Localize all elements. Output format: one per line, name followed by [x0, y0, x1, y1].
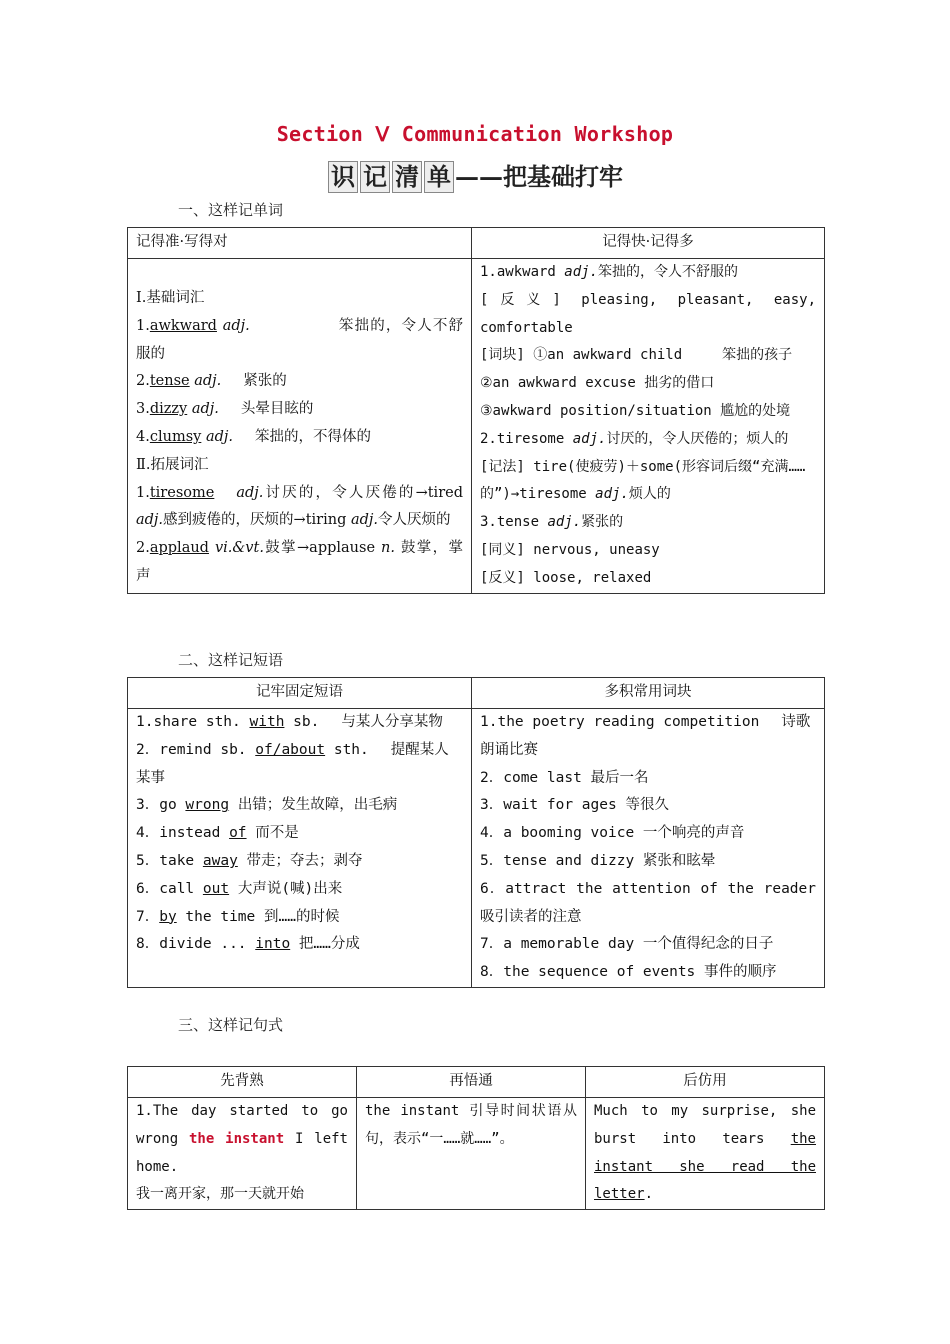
- basic-vocab-item: 4.clumsy adj. 笨拙的，不得体的: [136, 428, 371, 445]
- phrase-item: 4．instead of 而不是: [136, 825, 299, 842]
- phrase-left-cell: [128, 709, 472, 988]
- vocab-col1-header: 记得准·写得对: [128, 228, 472, 259]
- vocab-note-line: ③awkward position/situation 尴尬的处境: [480, 402, 791, 419]
- subtitle-boxed-char: 清: [392, 161, 422, 193]
- section1-heading: 一、这样记单词: [178, 201, 284, 219]
- vocab-table: [127, 227, 825, 594]
- chunk-item: 4．a booming voice 一个响亮的声音: [480, 825, 745, 842]
- sentence-explain-cell: the instant 引导时间状语从句，表示“一……就……”。: [357, 1098, 586, 1210]
- section2-heading: 二、这样记短语: [178, 651, 284, 669]
- phrase-item: 8．divide ... into 把……分成: [136, 936, 360, 953]
- basic-vocab-title: Ⅰ.基础词汇: [136, 290, 205, 306]
- vocab-note-line: [反义] loose, relaxed: [480, 569, 652, 586]
- chunk-item: 8．the sequence of events 事件的顺序: [480, 964, 777, 981]
- phrase-col2-header: 多积常用词块: [472, 678, 825, 709]
- phrase-right-cell: [472, 709, 825, 988]
- sentence-col2-header: 再悟通: [357, 1067, 586, 1098]
- subtitle-boxed-char: 识: [328, 161, 358, 193]
- vocab-note-line: [词块] ①an awkward child 笨拙的孩子: [480, 347, 793, 364]
- sentence-table: [127, 1066, 825, 1210]
- vocab-note-line: 1.awkward adj.笨拙的，令人不舒服的: [480, 264, 739, 280]
- basic-vocab-item: 3.dizzy adj. 头晕目眩的: [136, 401, 314, 418]
- phrase-table: [127, 677, 825, 988]
- vocab-col2-header: 记得快·记得多: [472, 228, 825, 259]
- phrase-item: 7．by the time 到……的时候: [136, 908, 340, 925]
- section3-heading: 三、这样记句式: [178, 1016, 284, 1034]
- basic-vocab-item: 1.awkward adj. 笨拙的，令人不舒服的: [136, 317, 464, 362]
- sentence-practice-cell: Much to my surprise, she burst into tears the instant she read the letter.: [586, 1098, 825, 1210]
- vocab-note-line: ②an awkward excuse 拙劣的借口: [480, 375, 715, 392]
- subtitle-boxed-char: 记: [360, 161, 390, 193]
- chunk-item: 2．come last 最后一名: [480, 769, 649, 786]
- page-title: Section Ⅴ Communication Workshop: [276, 122, 674, 146]
- phrase-col1-header: 记牢固定短语: [128, 678, 472, 709]
- sentence-example-cell: 1.The day started to go wrong the instant I left home. 我一离开家，那一天就开始: [128, 1098, 357, 1210]
- vocab-note-line: [反义] pleasing, pleasant, easy, comfortable: [480, 291, 817, 336]
- sentence-col1-header: 先背熟: [128, 1067, 357, 1098]
- chunk-item: 1.the poetry reading competition 诗歌朗诵比赛: [480, 714, 811, 758]
- highlight-phrase: the instant: [189, 1130, 285, 1147]
- vocab-note-line: [记法] tire(使疲劳)＋some(形容词后缀“充满……的”)→tiresome adj.烦人的: [480, 458, 806, 503]
- vocab-note-line: [同义] nervous, uneasy: [480, 541, 660, 558]
- vocab-note-line: 3.tense adj.紧张的: [480, 514, 624, 531]
- subtitle-text: ——把基础打牢: [455, 162, 623, 191]
- page-subtitle: [0, 157, 950, 193]
- vocab-note-line: 2.tiresome adj.讨厌的，令人厌倦的；烦人的: [480, 430, 789, 447]
- subtitle-boxed-char: 单: [424, 161, 454, 193]
- sentence-col3-header: 后仿用: [586, 1067, 825, 1098]
- phrase-item: 2．remind sb. of/about sth. 提醒某人某事: [136, 741, 449, 786]
- vocab-left-cell: [128, 259, 472, 594]
- chunk-item: 3．wait for ages 等很久: [480, 797, 669, 814]
- chunk-item: 7．a memorable day 一个值得纪念的日子: [480, 936, 774, 953]
- phrase-item: 5．take away 带走；夺去；剥夺: [136, 852, 363, 869]
- phrase-item: 6．call out 大声说(喊)出来: [136, 880, 343, 897]
- basic-vocab-item: 2.tense adj. 紧张的: [136, 373, 287, 390]
- vocab-right-cell: [472, 259, 825, 594]
- chunk-item: 6．attract the attention of the reader 吸引读者的注意: [480, 880, 816, 925]
- chunk-item: 5．tense and dizzy 紧张和眩晕: [480, 852, 716, 869]
- answer-underline: the instant she read the letter: [594, 1130, 816, 1203]
- ext-vocab-item: 2.applaud vi.&vt.鼓掌→applause n. 鼓掌，掌声: [136, 540, 464, 584]
- phrase-item: 1.share sth. with sb. 与某人分享某物: [136, 714, 443, 730]
- ext-vocab-title: Ⅱ.拓展词汇: [136, 456, 209, 473]
- phrase-item: 3．go wrong 出错；发生故障，出毛病: [136, 797, 398, 814]
- ext-vocab-item: 1.tiresome adj.讨厌的，令人厌倦的→tired adj.感到疲倦的，厌烦的→tiring adj.令人厌烦的: [136, 484, 463, 529]
